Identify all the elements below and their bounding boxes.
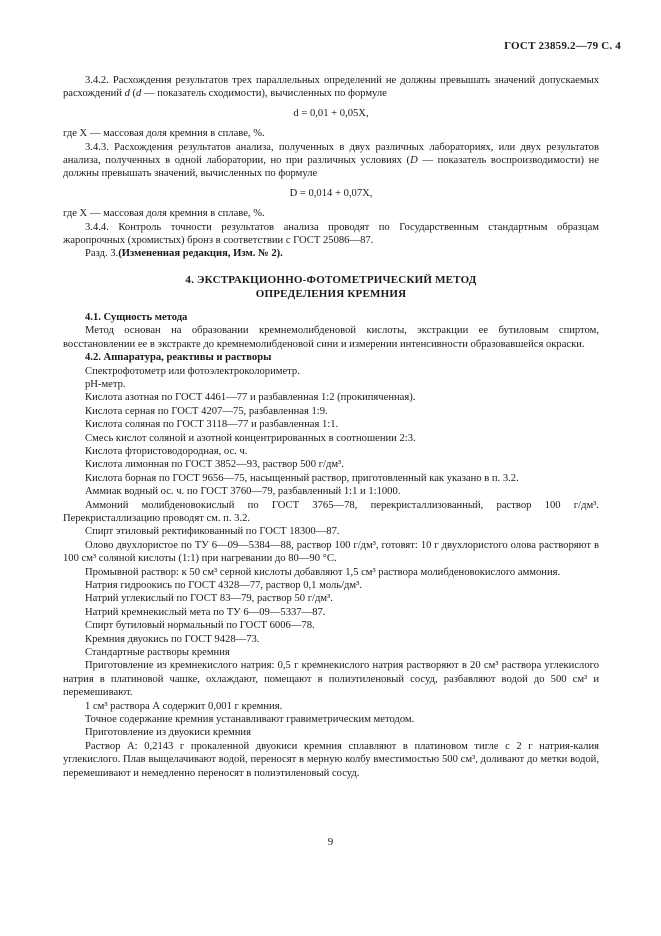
list-item: Спирт бутиловый нормальный по ГОСТ 6006—78. — [85, 620, 315, 632]
page-number: 9 — [327, 836, 334, 848]
list-item: Натрий кремнекислый мета по ТУ 6—09—5337—87. — [85, 606, 326, 618]
list-item: Стандартные растворы кремния — [85, 647, 230, 659]
list-item: Кислота борная по ГОСТ 9656—75, насыщенный раствор, приготовленный как указано в п. 3.2. — [85, 472, 519, 484]
list-item: Кислота фтористоводородная, ос. ч. — [85, 445, 248, 457]
list-item: Спирт этиловый ректификованный по ГОСТ 18300—87. — [85, 526, 340, 538]
formula-legend-2: где X — массовая доля кремния в сплаве, %. — [63, 208, 265, 220]
list-item: Приготовление из кремнекислого натрия: 0,5 г кремнекислого натрия растворяют в 20 см³ раствора углекислого натрия в платиновой чашке, охлаждают, помещают в полиэтиленовый сосуд, разбавляют водой до 500 см³ и перемешивают. — [63, 660, 599, 699]
list-item: pH-метр. — [85, 378, 126, 390]
list-item: Натрий углекислый по ГОСТ 83—79, раствор 50 г/дм³. — [85, 593, 333, 605]
formula-reproducibility: D = 0,014 + 0,07X, — [289, 187, 373, 199]
subsection-4-1-text: Метод основан на образовании кремнемолибденовой кислоты, экстракции ее бутиловым спиртом, восстановлении ее в экстракте до кремнемолибденовой сини и измерении интенсивности образовавшейся окраски. — [63, 325, 599, 350]
formula-legend-1: где X — массовая доля кремния в сплаве, %. — [63, 128, 265, 140]
subsection-4-2-title: 4.2. Аппаратура, реактивы и растворы — [85, 352, 272, 364]
formula-convergence: d = 0,01 + 0,05X, — [293, 107, 369, 119]
list-item: Олово двухлористое по ТУ 6—09—5384—88, раствор 100 г/дм³, готовят: 10 г двухлористого олова растворяют в 100 см³ соляной кислоты (1:1) при нагревании до 80—90 °С. — [63, 539, 599, 565]
section-4-heading: 4. ЭКСТРАКЦИОННО-ФОТОМЕТРИЧЕСКИЙ МЕТОД ОПРЕДЕЛЕНИЯ КРЕМНИЯ — [185, 273, 477, 300]
list-item: Кислота азотная по ГОСТ 4461—77 и разбавленная 1:2 (прокипяченная). — [85, 392, 416, 404]
paragraph-3-4-2: 3.4.2. Расхождения результатов трех параллельных определений не должны превышать значений допускаемых расхождений d (d — показатель сходимости), вычисленных по формуле — [63, 75, 599, 100]
list-item: Аммоний молибденовокислый по ГОСТ 3765—78, перекристаллизованный, раствор 100 г/дм³. Перекристаллизацию проводят см. п. 3.2. — [63, 499, 599, 524]
list-item: Кислота серная по ГОСТ 4207—75, разбавленная 1:9. — [85, 405, 328, 417]
document-body — [63, 74, 599, 780]
list-item: Кремния двуокись по ГОСТ 9428—73. — [85, 633, 260, 645]
list-item: Натрия гидроокись по ГОСТ 4328—77, раствор 0,1 моль/дм³. — [85, 580, 362, 591]
list-item: Кислота соляная по ГОСТ 3118—77 и разбавленная 1:1. — [85, 419, 339, 431]
page-header: ГОСТ 23859.2—79 С. 4 — [504, 40, 621, 52]
subsection-4-1-title: 4.1. Сущность метода — [85, 311, 188, 323]
list-item: Спектрофотометр или фотоэлектроколориметр. — [85, 365, 300, 377]
list-item: Аммиак водный ос. ч. по ГОСТ 3760—79, разбавленный 1:1 и 1:1000. — [85, 486, 401, 498]
list-item: Точное содержание кремния устанавливают гравиметрическим методом. — [85, 714, 415, 726]
list-item: Кислота лимонная по ГОСТ 3852—93, раствор 500 г/дм³. — [85, 459, 344, 471]
list-item: 1 см³ раствора А содержит 0,001 г кремния. — [85, 700, 283, 712]
list-item: Раствор А: 0,2143 г прокаленной двуокиси кремния сплавляют в платиновом тигле с 2 г натрия-калия углекислого. Плав выщелачивают водой, переносят в мерную колбу вместимостью 500 см³, доливают до метки водой, перемешивают и немедленно переносят в полиэтиленовый сосуд. — [63, 740, 599, 779]
list-item: Промывной раствор: к 50 см³ серной кислоты добавляют 1,5 см³ раствора молибденовокислого аммония. — [85, 566, 561, 578]
paragraph-3-4-4: 3.4.4. Контроль точности результатов анализа проводят по Государственным стандартным образцам жаропрочных (хромистых) бронз в соответствии с ГОСТ 25086—87. — [63, 221, 599, 247]
list-item: Приготовление из двуокиси кремния — [85, 727, 251, 739]
paragraph-3-4-3: 3.4.3. Расхождения результатов анализа, полученных в двух различных лабораториях, или двух результатов анализа, полученных в одной лаборатории, но при различных условиях (D — показатель воспроизводимости) не должны превышать значений, вычисленных по формуле — [63, 141, 600, 180]
list-item: Смесь кислот соляной и азотной концентрированных в соотношении 2:3. — [85, 432, 416, 444]
amendment-note: Разд. 3.(Измененная редакция, Изм. № 2). — [85, 248, 283, 260]
